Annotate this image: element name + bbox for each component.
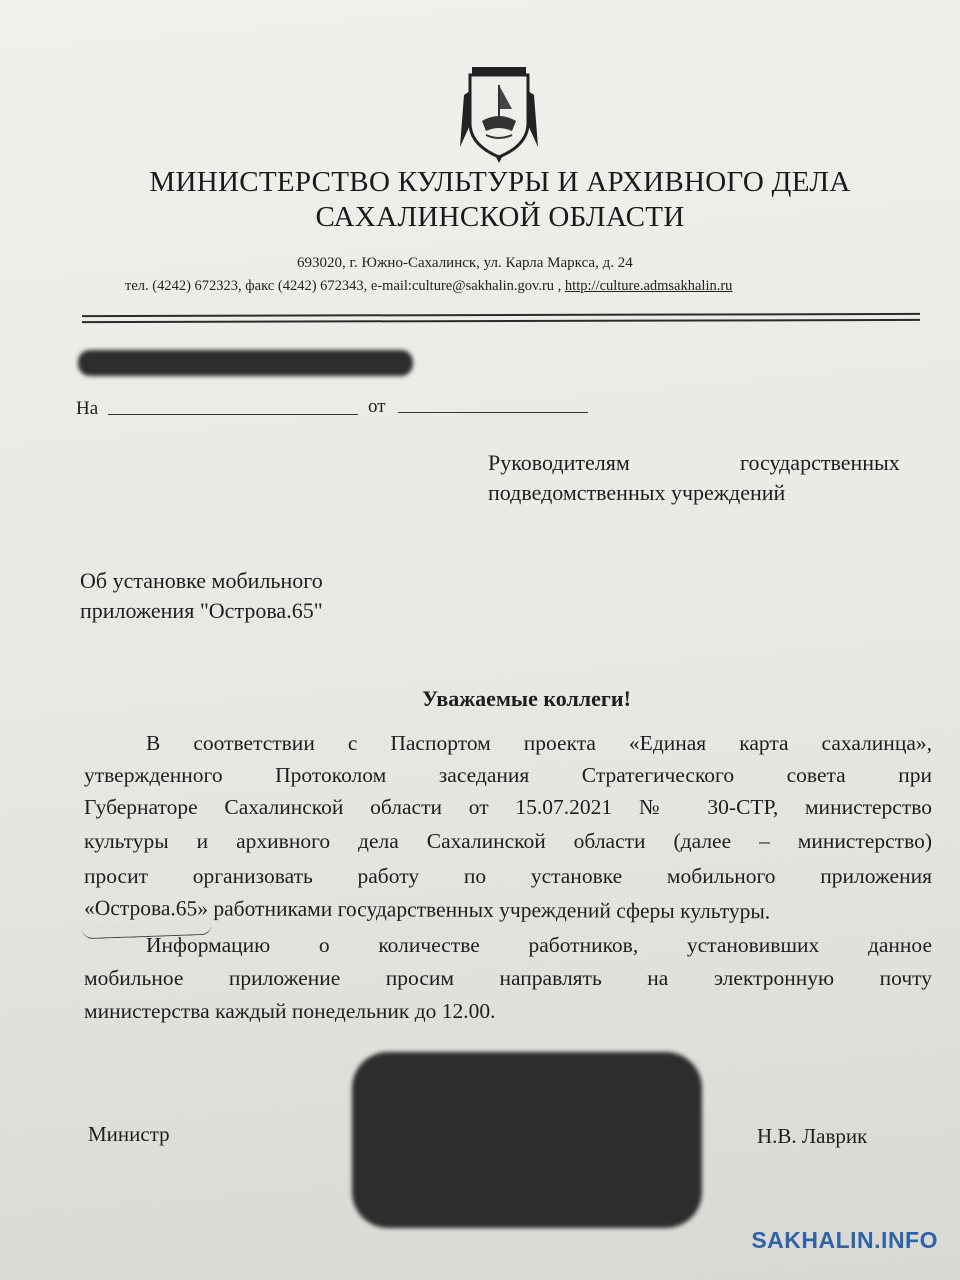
watermark-logo: SAKHALIN.INFO <box>751 1227 938 1253</box>
body-line: мобильное приложение просим направлять на электронную почту <box>84 966 932 990</box>
coat-of-arms-icon <box>456 65 542 163</box>
header-rule-thick <box>82 313 920 317</box>
header-rule-thin <box>82 319 920 323</box>
phone-fax-email: тел. (4242) 672323, факс (4242) 672343, e-mail:culture@sakhalin.gov.ru , <box>125 278 562 294</box>
signatory-name: Н.В. Лаврик <box>757 1124 868 1148</box>
reference-na-label: На <box>76 398 99 419</box>
recipient-line1-b: государственных <box>740 450 900 475</box>
recipient-line2: подведомственных учреждений <box>488 480 786 505</box>
ministry-title-line1: МИНИСТЕРСТВО КУЛЬТУРЫ И АРХИВНОГО ДЕЛА <box>149 166 851 198</box>
greeting: Уважаемые коллеги! <box>422 686 631 711</box>
recipient-line1-a: Руководителям <box>488 450 630 475</box>
redacted-outgoing-number <box>78 350 413 376</box>
signatory-role: Министр <box>88 1122 170 1146</box>
body-line: В соответствии с Паспортом проекта «Единая карта сахалинца», <box>146 731 932 755</box>
reference-date-blank <box>398 412 588 413</box>
body-line: «Острова.65» работниками государственных учреждений сферы культуры. <box>83 895 771 924</box>
postal-address: 693020, г. Южно-Сахалинск, ул. Карла Маркса, д. 24 <box>297 255 633 271</box>
reference-ot-label: от <box>368 396 386 417</box>
body-line: просит организовать работу по установке мобильного приложения <box>84 864 932 888</box>
redacted-signature <box>352 1052 702 1228</box>
body-line: министерства каждый понедельник до 12.00. <box>84 999 496 1023</box>
ministry-title-line2: САХАЛИНСКОЙ ОБЛАСТИ <box>315 201 685 233</box>
subject-line2: приложения "Острова.65" <box>80 598 323 623</box>
contact-line <box>125 278 732 295</box>
body-line: Губернаторе Сахалинской области от 15.07.2021 № 30-СТР, министерство <box>84 795 932 819</box>
reference-number-blank <box>108 414 358 415</box>
body-line: Информацию о количестве работников, установивших данное <box>146 933 932 957</box>
website-link[interactable]: http://culture.admsakhalin.ru <box>564 278 733 294</box>
body-line: утвержденного Протоколом заседания Стратегического совета при <box>84 763 932 787</box>
body-line: культуры и архивного дела Сахалинской области (далее – министерство) <box>84 829 932 853</box>
subject-line1: Об установке мобильного <box>80 568 323 593</box>
